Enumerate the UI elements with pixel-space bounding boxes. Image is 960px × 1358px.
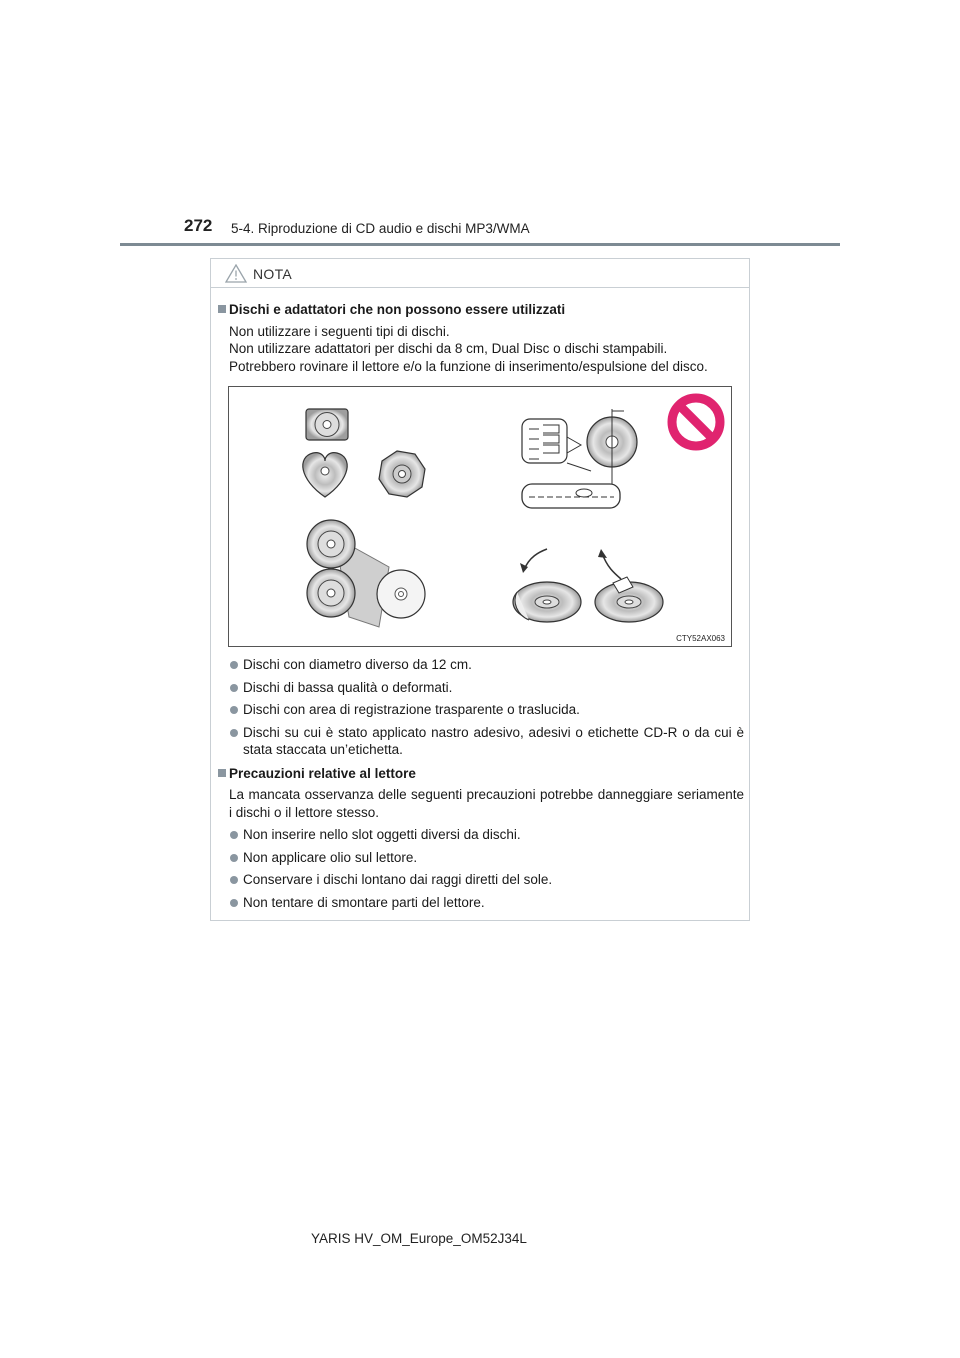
list-item: Dischi di bassa qualità o deformati. [218, 679, 744, 697]
section-paragraph [218, 323, 744, 376]
header-rule [120, 243, 840, 246]
section-heading: Dischi e adattatori che non possono essere utilizzati [218, 301, 744, 319]
figure-code: CTY52AX063 [676, 634, 725, 643]
unusable-discs-list [218, 651, 744, 911]
unusable-discs-illustration [228, 386, 732, 647]
paragraph-line: Potrebbero rovinare il lettore e/o la funzione di inserimento/espulsione del disco. [229, 358, 708, 374]
polygonal-disc-icon [379, 451, 425, 497]
list-item: Non applicare olio sul lettore. [218, 849, 744, 867]
page-number: 272 [184, 216, 213, 235]
section-title: 5-4. Riproduzione di CD audio e dischi MP3/WMA [231, 221, 530, 236]
adapter-discs-icon [307, 520, 425, 627]
prohibition-sign-icon [672, 398, 720, 446]
dual-disc-icon [522, 409, 637, 508]
list-item: Dischi su cui è stato applicato nastro adesivo, adesivi o etichette CD-R o da cui è stata staccata un’etichetta. [218, 724, 744, 759]
paragraph-line: Non utilizzare i seguenti tipi di dischi. [229, 323, 450, 339]
list-item: Dischi con area di registrazione trasparente o traslucida. [218, 701, 744, 719]
list-item: Dischi con diametro diverso da 12 cm. [218, 656, 744, 674]
square-disc-icon [306, 409, 348, 440]
list-item: Non inserire nello slot oggetti diversi da dischi. [218, 826, 744, 844]
section-heading: Precauzioni relative al lettore [218, 765, 744, 783]
footer-doc-id: YARIS HV_OM_Europe_OM52J34L [311, 1231, 527, 1246]
discs-drawing [229, 387, 731, 646]
peeled-label-disc-icon [513, 549, 581, 622]
list-item: Conservare i dischi lontano dai raggi diretti del sole. [218, 871, 744, 889]
note-label: NOTA [253, 266, 293, 282]
list-item: Non tentare di smontare parti del lettore. [218, 894, 744, 912]
section-paragraph: La mancata osservanza delle seguenti precauzioni potrebbe danneggiare seriamente i dischi o il lettore stesso. [229, 787, 744, 820]
section-unusable-discs [218, 301, 744, 375]
tape-disc-icon [595, 549, 663, 622]
note-header [211, 259, 749, 288]
heart-disc-icon [303, 453, 347, 497]
warning-triangle-icon [225, 264, 247, 283]
paragraph-line: Non utilizzare adattatori per dischi da 8 cm, Dual Disc o dischi stampabili. [229, 341, 668, 356]
note-box [210, 258, 750, 921]
